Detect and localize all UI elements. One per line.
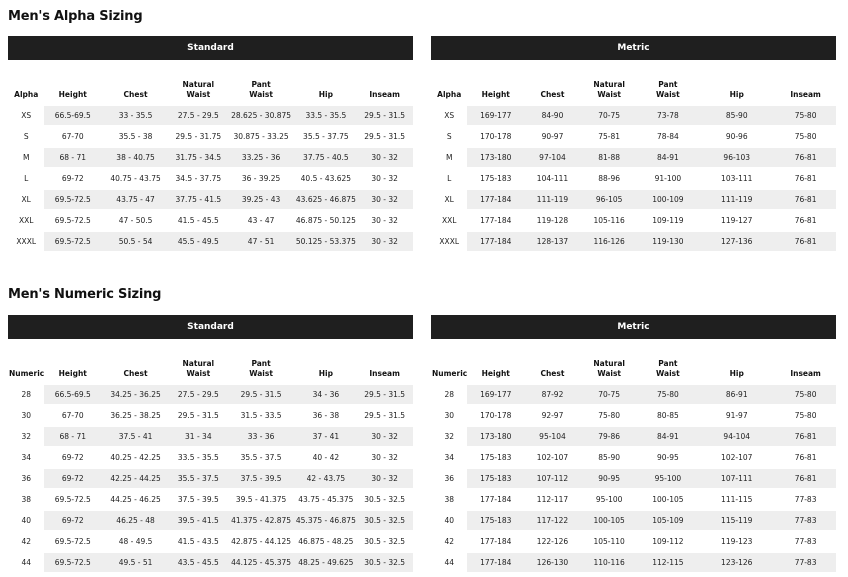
table-row <box>8 510 413 531</box>
table-cell: 69-72 <box>44 447 101 468</box>
table-cell: 90-95 <box>581 468 638 489</box>
table-cell: 45.5 - 49.5 <box>170 231 227 251</box>
table-cell: 35.5 - 37.5 <box>170 468 227 489</box>
table-cell: 33.5 - 35.5 <box>296 105 357 126</box>
table-cell: 119-127 <box>698 210 775 231</box>
column-header: Hip <box>318 90 333 99</box>
table-cell: 47 - 51 <box>227 231 296 251</box>
size-table <box>8 339 413 572</box>
table-cell: 76-81 <box>775 468 836 489</box>
table-cell: 42.875 - 44.125 <box>227 531 296 552</box>
table-cell: 100-105 <box>638 489 699 510</box>
table-cell: 109-112 <box>638 531 699 552</box>
table-cell: 69.5-72.5 <box>44 231 101 251</box>
table-row <box>8 468 413 489</box>
table-row <box>8 447 413 468</box>
table-cell: 40.75 - 43.75 <box>101 168 170 189</box>
table-row <box>431 468 836 489</box>
column-header: Height <box>481 90 510 99</box>
size-label-cell: XXXL <box>8 231 44 251</box>
table-cell: 95-100 <box>638 468 699 489</box>
table-cell: 111-119 <box>698 189 775 210</box>
size-label-cell: 42 <box>431 531 467 552</box>
table-cell: 173-180 <box>467 147 524 168</box>
table-cell: 29.5 - 31.5 <box>356 126 413 147</box>
table-cell: 78-84 <box>638 126 699 147</box>
alpha-standard-table <box>8 36 413 251</box>
table-cell: 35.5 - 37.75 <box>296 126 357 147</box>
column-header: Inseam <box>790 90 821 99</box>
table-cell: 37.75 - 41.5 <box>170 189 227 210</box>
table-cell: 50.5 - 54 <box>101 231 170 251</box>
table-cell: 40 - 42 <box>296 447 357 468</box>
size-label-cell: S <box>431 126 467 147</box>
table-cell: 43 - 47 <box>227 210 296 231</box>
table-cell: 42 - 43.75 <box>296 468 357 489</box>
size-label-cell: 36 <box>8 468 44 489</box>
table-cell: 105-116 <box>581 210 638 231</box>
table-cell: 77-83 <box>775 531 836 552</box>
size-label-cell: XS <box>8 105 44 126</box>
size-label-cell: 44 <box>431 552 467 572</box>
column-header: Numeric <box>432 369 468 378</box>
table-cell: 30 - 32 <box>356 147 413 168</box>
table-cell: 96-105 <box>581 189 638 210</box>
table-cell: 122-126 <box>524 531 581 552</box>
table-cell: 102-107 <box>698 447 775 468</box>
table-cell: 87-92 <box>524 384 581 405</box>
column-header: Inseam <box>369 90 400 99</box>
table-cell: 43.75 - 47 <box>101 189 170 210</box>
table-cell: 169-177 <box>467 384 524 405</box>
table-cell: 46.875 - 50.125 <box>296 210 357 231</box>
table-cell: 126-130 <box>524 552 581 572</box>
size-label-cell: 42 <box>8 531 44 552</box>
size-label-cell: XL <box>431 189 467 210</box>
size-label-cell: XXL <box>8 210 44 231</box>
table-cell: 36 - 39.25 <box>227 168 296 189</box>
table-row <box>8 126 413 147</box>
table-row <box>431 126 836 147</box>
table-cell: 76-81 <box>775 426 836 447</box>
table-cell: 66.5-69.5 <box>44 384 101 405</box>
table-cell: 34.5 - 37.75 <box>170 168 227 189</box>
table-cell: 69.5-72.5 <box>44 189 101 210</box>
table-cell: 81-88 <box>581 147 638 168</box>
table-cell: 175-183 <box>467 468 524 489</box>
table-cell: 69-72 <box>44 468 101 489</box>
table-cell: 76-81 <box>775 210 836 231</box>
table-cell: 96-103 <box>698 147 775 168</box>
table-cell: 112-117 <box>524 489 581 510</box>
table-cell: 36 - 38 <box>296 405 357 426</box>
table-cell: 84-91 <box>638 426 699 447</box>
table-row <box>431 210 836 231</box>
table-cell: 175-183 <box>467 447 524 468</box>
table-row <box>431 489 836 510</box>
table-cell: 43.625 - 46.875 <box>296 189 357 210</box>
column-header: Alpha <box>437 90 462 99</box>
table-row <box>8 384 413 405</box>
table-row <box>8 189 413 210</box>
table-cell: 76-81 <box>775 447 836 468</box>
table-cell: 68 - 71 <box>44 426 101 447</box>
table-cell: 34 - 36 <box>296 384 357 405</box>
table-cell: 33.25 - 36 <box>227 147 296 168</box>
table-cell: 85-90 <box>698 105 775 126</box>
table-cell: 79-86 <box>581 426 638 447</box>
table-cell: 38 - 40.75 <box>101 147 170 168</box>
table-cell: 44.25 - 46.25 <box>101 489 170 510</box>
table-row <box>431 447 836 468</box>
table-cell: 86-91 <box>698 384 775 405</box>
table-cell: 123-126 <box>698 552 775 572</box>
table-cell: 68 - 71 <box>44 147 101 168</box>
table-cell: 30 - 32 <box>356 426 413 447</box>
table-cell: 43.5 - 45.5 <box>170 552 227 572</box>
table-cell: 46.875 - 48.25 <box>296 531 357 552</box>
table-header-bar: Metric <box>431 36 836 60</box>
numeric-section-title: Men's Numeric Sizing <box>8 287 162 302</box>
table-cell: 76-81 <box>775 168 836 189</box>
table-cell: 33 - 35.5 <box>101 105 170 126</box>
table-cell: 90-97 <box>524 126 581 147</box>
table-cell: 30.5 - 32.5 <box>356 531 413 552</box>
table-cell: 111-119 <box>524 189 581 210</box>
size-label-cell: XS <box>431 105 467 126</box>
size-label-cell: 28 <box>431 384 467 405</box>
size-table <box>8 60 413 251</box>
table-row <box>431 168 836 189</box>
table-cell: 170-178 <box>467 126 524 147</box>
table-cell: 91-100 <box>638 168 699 189</box>
table-cell: 177-184 <box>467 531 524 552</box>
table-cell: 48 - 49.5 <box>101 531 170 552</box>
table-cell: 67-70 <box>44 126 101 147</box>
table-cell: 102-107 <box>524 447 581 468</box>
table-cell: 80-85 <box>638 405 699 426</box>
size-label-cell: 34 <box>8 447 44 468</box>
table-cell: 95-100 <box>581 489 638 510</box>
table-cell: 73-78 <box>638 105 699 126</box>
table-cell: 75-81 <box>581 126 638 147</box>
table-header-bar: Standard <box>8 315 413 339</box>
table-cell: 39.25 - 43 <box>227 189 296 210</box>
table-row <box>431 426 836 447</box>
size-label-cell: 30 <box>431 405 467 426</box>
table-cell: 37.5 - 41 <box>101 426 170 447</box>
table-cell: 67-70 <box>44 405 101 426</box>
table-cell: 85-90 <box>581 447 638 468</box>
table-cell: 41.5 - 45.5 <box>170 210 227 231</box>
size-label-cell: 36 <box>431 468 467 489</box>
size-table <box>431 339 836 572</box>
table-cell: 30 - 32 <box>356 447 413 468</box>
table-row <box>431 405 836 426</box>
table-row <box>8 531 413 552</box>
table-cell: 175-183 <box>467 168 524 189</box>
table-cell: 46.25 - 48 <box>101 510 170 531</box>
table-cell: 37.5 - 39.5 <box>227 468 296 489</box>
table-cell: 33 - 36 <box>227 426 296 447</box>
table-row <box>431 510 836 531</box>
table-cell: 37.75 - 40.5 <box>296 147 357 168</box>
table-header-bar: Standard <box>8 36 413 60</box>
table-cell: 36.25 - 38.25 <box>101 405 170 426</box>
size-label-cell: XXL <box>431 210 467 231</box>
alpha-metric-table <box>431 36 836 251</box>
table-cell: 105-110 <box>581 531 638 552</box>
table-cell: 29.5 - 31.5 <box>227 384 296 405</box>
table-cell: 35.5 - 38 <box>101 126 170 147</box>
table-cell: 105-109 <box>638 510 699 531</box>
column-header: Pant Waist <box>656 359 680 378</box>
table-cell: 177-184 <box>467 231 524 251</box>
table-cell: 77-83 <box>775 510 836 531</box>
table-cell: 97-104 <box>524 147 581 168</box>
table-cell: 39.5 - 41.375 <box>227 489 296 510</box>
column-header: Hip <box>729 90 744 99</box>
table-row <box>8 426 413 447</box>
size-label-cell: 40 <box>8 510 44 531</box>
table-cell: 117-122 <box>524 510 581 531</box>
table-cell: 76-81 <box>775 231 836 251</box>
alpha-section-title: Men's Alpha Sizing <box>8 9 143 24</box>
table-cell: 29.5 - 31.5 <box>170 405 227 426</box>
table-cell: 75-80 <box>638 384 699 405</box>
table-cell: 103-111 <box>698 168 775 189</box>
table-cell: 37 - 41 <box>296 426 357 447</box>
table-cell: 177-184 <box>467 489 524 510</box>
table-cell: 127-136 <box>698 231 775 251</box>
table-cell: 31.75 - 34.5 <box>170 147 227 168</box>
table-row <box>8 489 413 510</box>
table-cell: 91-97 <box>698 405 775 426</box>
table-cell: 177-184 <box>467 189 524 210</box>
table-cell: 111-115 <box>698 489 775 510</box>
table-cell: 44.125 - 45.375 <box>227 552 296 572</box>
table-cell: 100-109 <box>638 189 699 210</box>
size-label-cell: L <box>8 168 44 189</box>
table-cell: 30.875 - 33.25 <box>227 126 296 147</box>
size-label-cell: 32 <box>431 426 467 447</box>
table-row <box>431 105 836 126</box>
table-cell: 29.5 - 31.5 <box>356 105 413 126</box>
table-cell: 43.75 - 45.375 <box>296 489 357 510</box>
numeric-standard-table <box>8 315 413 572</box>
table-cell: 31.5 - 33.5 <box>227 405 296 426</box>
table-cell: 66.5-69.5 <box>44 105 101 126</box>
column-header: Pant Waist <box>656 80 680 99</box>
table-cell: 40.25 - 42.25 <box>101 447 170 468</box>
table-cell: 75-80 <box>775 126 836 147</box>
table-cell: 94-104 <box>698 426 775 447</box>
table-cell: 95-104 <box>524 426 581 447</box>
table-cell: 45.375 - 46.875 <box>296 510 357 531</box>
table-cell: 30 - 32 <box>356 210 413 231</box>
table-cell: 112-115 <box>638 552 699 572</box>
table-cell: 29.5 - 31.5 <box>356 384 413 405</box>
table-cell: 35.5 - 37.5 <box>227 447 296 468</box>
table-cell: 77-83 <box>775 489 836 510</box>
table-cell: 69.5-72.5 <box>44 552 101 572</box>
column-header: Inseam <box>369 369 400 378</box>
table-header-bar: Metric <box>431 315 836 339</box>
table-cell: 30 - 32 <box>356 168 413 189</box>
table-cell: 75-80 <box>775 405 836 426</box>
table-cell: 30 - 32 <box>356 231 413 251</box>
column-header: Natural Waist <box>182 80 215 99</box>
numeric-metric-table <box>431 315 836 572</box>
table-row <box>8 168 413 189</box>
table-cell: 110-116 <box>581 552 638 572</box>
table-cell: 76-81 <box>775 147 836 168</box>
table-cell: 173-180 <box>467 426 524 447</box>
table-cell: 84-91 <box>638 147 699 168</box>
size-label-cell: S <box>8 126 44 147</box>
table-cell: 169-177 <box>467 105 524 126</box>
table-cell: 31 - 34 <box>170 426 227 447</box>
column-header: Inseam <box>790 369 821 378</box>
column-header: Chest <box>540 369 565 378</box>
table-cell: 27.5 - 29.5 <box>170 105 227 126</box>
column-header: Pant Waist <box>249 80 273 99</box>
table-cell: 30 - 32 <box>356 189 413 210</box>
table-row <box>431 531 836 552</box>
table-cell: 119-123 <box>698 531 775 552</box>
size-table <box>431 60 836 251</box>
table-row <box>8 552 413 572</box>
table-cell: 119-128 <box>524 210 581 231</box>
column-header: Alpha <box>14 90 39 99</box>
table-cell: 115-119 <box>698 510 775 531</box>
table-cell: 84-90 <box>524 105 581 126</box>
table-cell: 40.5 - 43.625 <box>296 168 357 189</box>
table-cell: 69.5-72.5 <box>44 489 101 510</box>
column-header: Height <box>58 90 87 99</box>
table-row <box>8 105 413 126</box>
table-cell: 175-183 <box>467 510 524 531</box>
table-cell: 76-81 <box>775 189 836 210</box>
size-label-cell: 40 <box>431 510 467 531</box>
size-label-cell: L <box>431 168 467 189</box>
size-label-cell: 32 <box>8 426 44 447</box>
table-cell: 47 - 50.5 <box>101 210 170 231</box>
column-header: Hip <box>318 369 333 378</box>
table-row <box>431 231 836 251</box>
table-cell: 177-184 <box>467 552 524 572</box>
table-cell: 69-72 <box>44 510 101 531</box>
table-cell: 41.5 - 43.5 <box>170 531 227 552</box>
table-cell: 170-178 <box>467 405 524 426</box>
table-cell: 29.5 - 31.75 <box>170 126 227 147</box>
table-cell: 92-97 <box>524 405 581 426</box>
table-cell: 33.5 - 35.5 <box>170 447 227 468</box>
table-cell: 41.375 - 42.875 <box>227 510 296 531</box>
table-row <box>431 384 836 405</box>
table-cell: 70-75 <box>581 105 638 126</box>
size-label-cell: M <box>431 147 467 168</box>
table-cell: 37.5 - 39.5 <box>170 489 227 510</box>
size-label-cell: 34 <box>431 447 467 468</box>
size-label-cell: 38 <box>431 489 467 510</box>
column-header: Numeric <box>9 369 45 378</box>
size-label-cell: 38 <box>8 489 44 510</box>
column-header: Chest <box>123 90 148 99</box>
table-cell: 116-126 <box>581 231 638 251</box>
table-row <box>8 210 413 231</box>
table-row <box>8 147 413 168</box>
table-cell: 90-95 <box>638 447 699 468</box>
size-label-cell: XL <box>8 189 44 210</box>
column-header: Natural Waist <box>182 359 215 378</box>
table-cell: 107-112 <box>524 468 581 489</box>
table-cell: 104-111 <box>524 168 581 189</box>
table-row <box>431 552 836 572</box>
table-cell: 77-83 <box>775 552 836 572</box>
table-cell: 42.25 - 44.25 <box>101 468 170 489</box>
table-cell: 90-96 <box>698 126 775 147</box>
table-cell: 29.5 - 31.5 <box>356 405 413 426</box>
table-cell: 88-96 <box>581 168 638 189</box>
column-header: Chest <box>123 369 148 378</box>
table-cell: 69-72 <box>44 168 101 189</box>
table-cell: 30.5 - 32.5 <box>356 510 413 531</box>
table-cell: 27.5 - 29.5 <box>170 384 227 405</box>
table-cell: 69.5-72.5 <box>44 210 101 231</box>
table-cell: 34.25 - 36.25 <box>101 384 170 405</box>
table-row <box>431 147 836 168</box>
table-cell: 75-80 <box>581 405 638 426</box>
column-header: Height <box>58 369 87 378</box>
column-header: Natural Waist <box>593 80 625 99</box>
table-cell: 119-130 <box>638 231 699 251</box>
size-label-cell: 30 <box>8 405 44 426</box>
table-cell: 30.5 - 32.5 <box>356 489 413 510</box>
table-cell: 50.125 - 53.375 <box>296 231 357 251</box>
table-cell: 69.5-72.5 <box>44 531 101 552</box>
size-label-cell: XXXL <box>431 231 467 251</box>
table-row <box>431 189 836 210</box>
column-header: Pant Waist <box>249 359 273 378</box>
table-cell: 100-105 <box>581 510 638 531</box>
column-header: Hip <box>729 369 744 378</box>
table-cell: 75-80 <box>775 105 836 126</box>
table-cell: 30.5 - 32.5 <box>356 552 413 572</box>
table-cell: 70-75 <box>581 384 638 405</box>
size-label-cell: 28 <box>8 384 44 405</box>
table-cell: 128-137 <box>524 231 581 251</box>
size-label-cell: M <box>8 147 44 168</box>
table-cell: 107-111 <box>698 468 775 489</box>
column-header: Chest <box>540 90 565 99</box>
table-cell: 49.5 - 51 <box>101 552 170 572</box>
table-cell: 109-119 <box>638 210 699 231</box>
column-header: Height <box>481 369 510 378</box>
column-header: Natural Waist <box>593 359 625 378</box>
table-row <box>8 231 413 251</box>
size-label-cell: 44 <box>8 552 44 572</box>
table-cell: 39.5 - 41.5 <box>170 510 227 531</box>
table-cell: 28.625 - 30.875 <box>227 105 296 126</box>
table-cell: 75-80 <box>775 384 836 405</box>
table-row <box>8 405 413 426</box>
table-cell: 177-184 <box>467 210 524 231</box>
table-cell: 48.25 - 49.625 <box>296 552 357 572</box>
table-cell: 30 - 32 <box>356 468 413 489</box>
